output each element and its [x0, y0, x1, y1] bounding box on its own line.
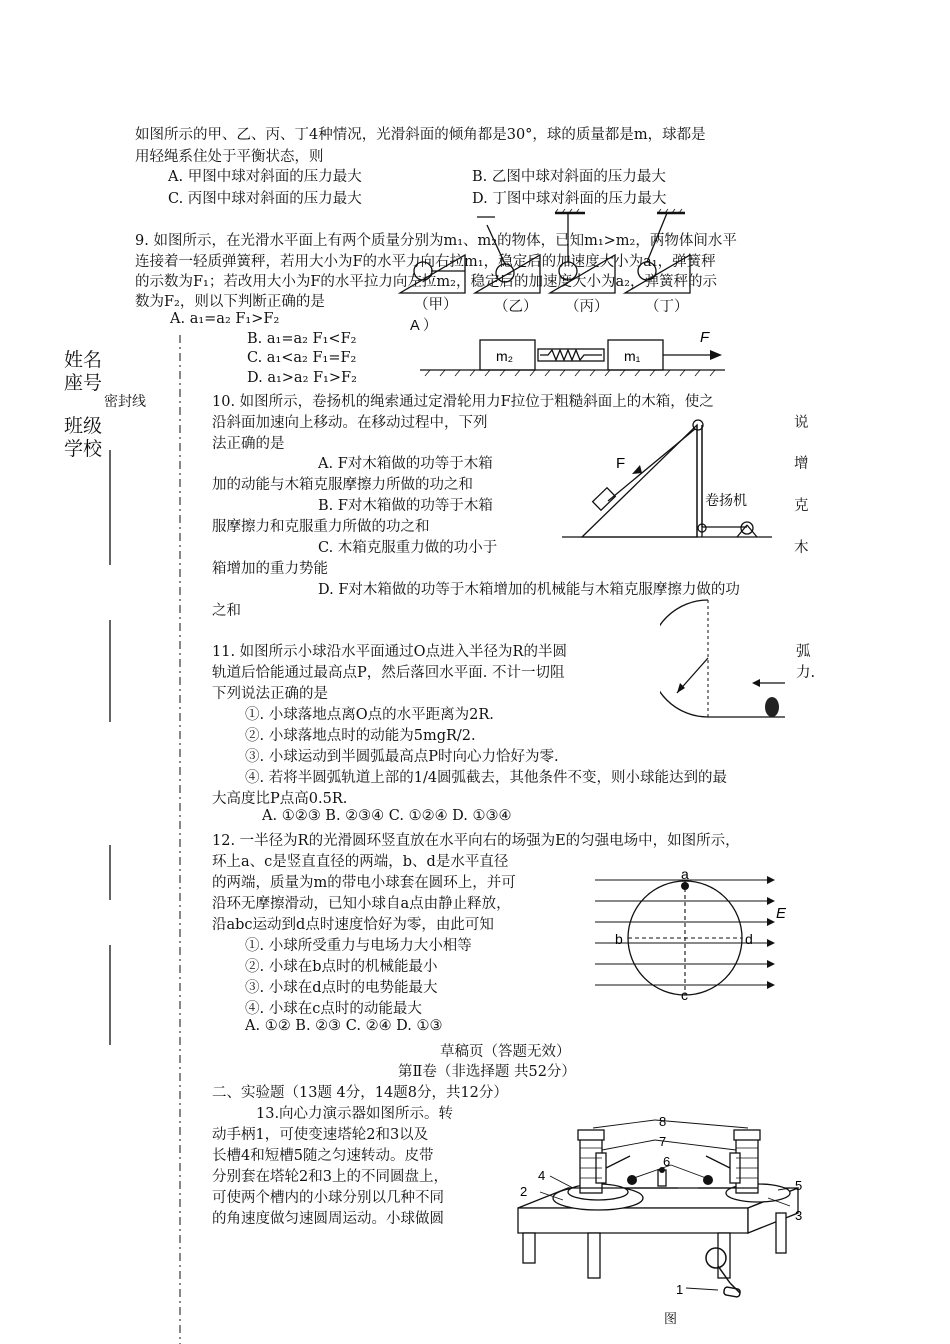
q12-line4: 沿环无摩擦滑动，已知小球自a点由静止释放，: [212, 896, 511, 912]
q10-side-1: 说: [794, 415, 809, 431]
q11-side-2: 力.: [796, 665, 816, 681]
q8-option-d: D. 丁图中球对斜面的压力最大: [472, 191, 667, 207]
q8-option-c: C. 丙图中球对斜面的压力最大: [168, 191, 362, 207]
q9-force-label: F: [700, 329, 710, 346]
margin-seal-line: 密封线: [104, 394, 146, 410]
q10-force-label: F: [616, 455, 626, 472]
q10-line1: 10. 如图所示，卷扬机的绳索通过定滑轮用力F拉位于粗糙斜面上的木箱，使之: [212, 394, 714, 410]
section2-title: 二、实验题（13题 4分，14题8分，共12分）: [212, 1085, 508, 1101]
q12-point-c: c: [681, 987, 688, 1003]
q13-line6: 的角速度做匀速圆周运动。小球做圆: [212, 1211, 444, 1227]
q9-option-a: A. a₁=a₂ F₁>F₂: [170, 311, 280, 327]
q10-side-2: 增: [794, 456, 809, 472]
q8-fig-label-yi: （乙）: [494, 299, 538, 315]
q11-semicircle-figure: [660, 595, 790, 725]
q13-label-4: 4: [538, 1168, 546, 1183]
margin-school: 学校: [64, 438, 103, 460]
q12-point-b: b: [615, 931, 623, 947]
q8-fig-label-ding: （丁）: [645, 299, 689, 315]
q10-side-4: 木: [794, 540, 809, 556]
q12-line5: 沿abc运动到d点时速度恰好为零，由此可知: [212, 917, 494, 933]
q10-winch-label: 卷扬机: [705, 492, 747, 508]
q12-options: A. ①② B. ②③ C. ②④ D. ①③: [245, 1018, 443, 1034]
q12-statement-3: ③. 小球在d点时的电势能最大: [245, 980, 438, 996]
q11-statement-3: ③. 小球运动到半圆弧最高点P时向心力恰好为零.: [245, 749, 559, 765]
q9-m1-label: m₁: [624, 348, 641, 364]
margin-name: 姓名: [64, 349, 103, 371]
q12-line1: 12. 一半径为R的光滑圆环竖直放在水平向右的场强为E的匀强电场中，如图所示，: [212, 833, 740, 849]
q13-label-6: 6: [663, 1154, 671, 1169]
q13-label-8: 8: [659, 1114, 667, 1129]
q12-line2: 环上a、c是竖直直径的两端，b、d是水平直径: [212, 854, 509, 870]
q8-fig-label-jia: （甲）: [414, 297, 458, 313]
margin-lines: [100, 330, 190, 1344]
q10-line3: 法正确的是: [212, 436, 285, 452]
q13-label-2: 2: [520, 1184, 528, 1199]
q12-statement-2: ②. 小球在b点时的机械能最小: [245, 959, 438, 975]
q10-side-3: 克: [794, 498, 809, 514]
q9-m2-label: m₂: [496, 348, 514, 364]
q10-option-b-1: B. F对木箱做的功等于木箱: [318, 498, 493, 514]
q13-apparatus-figure: [508, 1108, 818, 1333]
q11-statement-2: ②. 小球落地点时的动能为5mgR/2.: [245, 728, 476, 744]
q13-line4: 分别套在塔轮2和3上的不同圆盘上，: [212, 1169, 448, 1185]
q13-line3: 长槽4和短槽5随之匀速转动。皮带: [212, 1148, 434, 1164]
q10-option-a-1: A. F对木箱做的功等于木箱: [318, 456, 493, 472]
q12-point-d: d: [745, 931, 753, 947]
q9-line2: 连接着一轻质弹簧秤，若用大小为F的水平力向右拉m₁，稳定后的加速度大小为a₁，弹簧秤: [135, 254, 716, 270]
q13-label-1: 1: [676, 1282, 684, 1297]
q11-line2: 轨道后恰能通过最高点P，然后落回水平面. 不计一切阻: [212, 665, 565, 681]
q12-statement-4: ④. 小球在c点时的动能最大: [245, 1001, 422, 1017]
q12-electric-field-figure: [595, 868, 795, 1008]
q8-option-b: B. 乙图中球对斜面的压力最大: [472, 169, 666, 185]
q8-line1: 如图所示的甲、乙、丙、丁4种情况，光滑斜面的倾角都是30°，球的质量都是m，球都是: [135, 127, 706, 143]
margin-seat: 座号: [64, 372, 103, 394]
q10-option-a-2: 加的动能与木箱克服摩擦力所做的功之和: [212, 477, 473, 493]
q9-spring-figure: [410, 328, 730, 378]
q10-option-d-2: 之和: [212, 603, 241, 619]
q10-option-c-1: C. 木箱克服重力做的功小于: [318, 540, 498, 556]
q12-statement-1: ①. 小球所受重力与电场力大小相等: [245, 938, 472, 954]
q8-fig-label-a: A ）: [410, 318, 438, 334]
q9-option-c: C. a₁<a₂ F₁=F₂: [247, 350, 357, 366]
part2-title: 第Ⅱ卷（非选择题 共52分）: [398, 1064, 576, 1080]
q9-line3: 的示数为F₁；若改用大小为F的水平拉力向左拉m₂，稳定后的加速度大小为a₂，弹簧秤的示: [135, 274, 717, 290]
q10-winch-figure: [562, 415, 772, 545]
q11-line1: 11. 如图所示小球沿水平面通过O点进入半径为R的半圆: [212, 644, 567, 660]
q11-statement-1: ①. 小球落地点离O点的水平距离为2R.: [245, 707, 494, 723]
q13-line2: 动手柄1，可使变速塔轮2和3以及: [212, 1127, 429, 1143]
q8-fig-label-bing: （丙）: [565, 299, 609, 315]
margin-class: 班级: [64, 415, 103, 437]
q8-option-a: A. 甲图中球对斜面的压力最大: [168, 169, 362, 185]
q10-option-b-2: 服摩擦力和克服重力所做的功之和: [212, 519, 430, 535]
q13-label-5: 5: [795, 1178, 803, 1193]
q13-label-7: 7: [659, 1134, 667, 1149]
q10-option-d-1: D. F对木箱做的功等于木箱增加的机械能与木箱克服摩擦力做的功: [318, 582, 740, 598]
q9-option-d: D. a₁>a₂ F₁>F₂: [247, 370, 357, 386]
q11-statement-4a: ④. 若将半圆弧轨道上部的1/4圆弧截去，其他条件不变，则小球能达到的最: [245, 770, 728, 786]
q11-statement-4b: 大高度比P点高0.5R.: [212, 791, 348, 807]
q11-options: A. ①②③ B. ②③④ C. ①②④ D. ①③④: [262, 808, 512, 824]
q10-line2: 沿斜面加速向上移动。在移动过程中，下列: [212, 415, 488, 431]
q12-point-a: a: [681, 868, 689, 882]
q9-line4: 数为F₂，则以下判断正确的是: [135, 294, 325, 310]
q11-side-1: 弧: [796, 644, 811, 660]
q9-option-b: B. a₁=a₂ F₁<F₂: [247, 331, 357, 347]
q12-line3: 的两端，质量为m的带电小球套在圆环上，并可: [212, 875, 516, 891]
q13-line5: 可使两个槽内的小球分别以几种不同: [212, 1190, 444, 1206]
q9-line1: 9. 如图所示，在光滑水平面上有两个质量分别为m₁、m₂的物体，已知m₁>m₂，两物体间水平: [135, 233, 737, 249]
q13-caption: 图: [664, 1312, 678, 1327]
q8-line2: 用轻绳系住处于平衡状态，则: [135, 149, 324, 165]
q10-option-c-2: 箱增加的重力势能: [212, 561, 328, 577]
q13-line1: 13.向心力演示器如图所示。转: [256, 1106, 454, 1122]
q12-field-e: E: [776, 905, 787, 922]
draft-note: 草稿页（答题无效）: [440, 1044, 571, 1060]
q11-line3: 下列说法正确的是: [212, 686, 328, 702]
q13-label-3: 3: [795, 1208, 803, 1223]
